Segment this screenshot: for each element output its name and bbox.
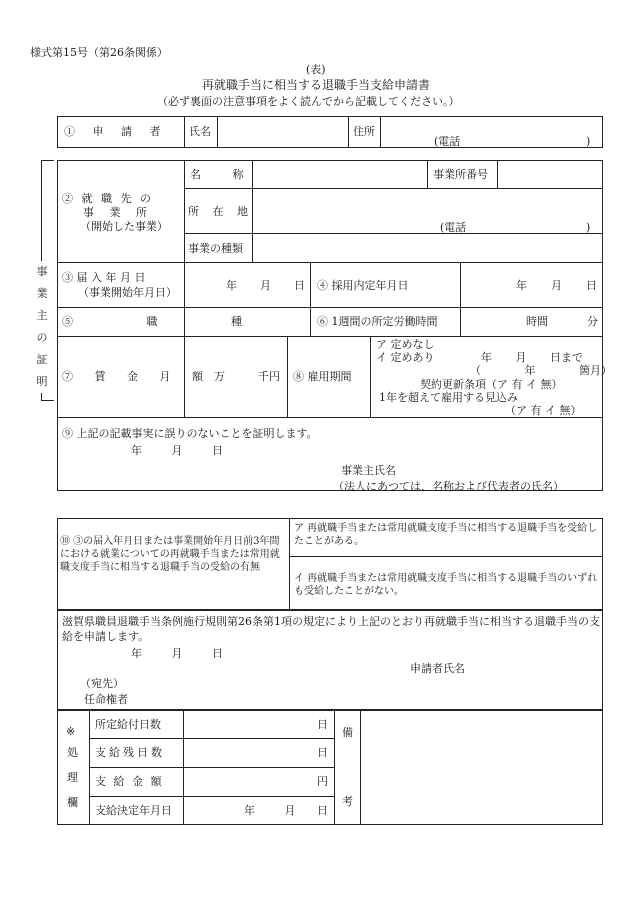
- application-statement: 滋賀県職員退職手当条例施行規則第26条第1項の規定により上記のとおり再就職手当に相当する退職手当の支給を申請します。: [62, 615, 600, 644]
- item4-day: 日: [586, 279, 597, 292]
- item8-label: ⑧ 雇用期間: [293, 370, 352, 383]
- wage-sen: 千円: [258, 370, 280, 383]
- applicant-name-label: 氏名: [189, 125, 211, 138]
- item3-label: ③ 届 入 年 月 日: [62, 271, 146, 284]
- form-side: (表): [306, 63, 326, 76]
- processing-row-unit: 日: [317, 804, 328, 817]
- business-type-field[interactable]: [254, 235, 601, 260]
- item5-label: ⑤ 職 種: [62, 315, 242, 328]
- name-label: 名 称: [190, 168, 244, 181]
- location-label: 所 在 地: [188, 205, 253, 218]
- item2-label-3: （開始した事業）: [80, 220, 168, 233]
- applicant-name-field[interactable]: [219, 118, 346, 146]
- employer-name-field[interactable]: [254, 162, 425, 186]
- business-type-label: 事業の種類: [188, 242, 243, 255]
- processing-row-label: 支給残日数: [95, 746, 165, 759]
- item4-year: 年: [516, 279, 527, 292]
- employer-name-note: （法人にあつては、名称および代表者の氏名）: [333, 480, 564, 493]
- location-phone-label: (電話: [440, 221, 467, 234]
- appointing-authority: 任命権者: [84, 693, 128, 706]
- item3-sub: （事業開始年月日）: [78, 286, 177, 299]
- hours-label: 時間: [526, 315, 548, 328]
- remarks-label-2: 考: [342, 795, 353, 808]
- form-note: （必ず裏面の注意事項をよく読んでから記載してください。）: [157, 95, 460, 108]
- item6-label: ⑥ 1週間の所定労働時間: [317, 315, 438, 328]
- processing-row-label: 所定給付日数: [95, 718, 161, 731]
- applicant-name-sign-label: 申請者氏名: [410, 662, 465, 675]
- renewal-clause: 契約更新条項（ア 有 イ 無）: [420, 378, 563, 391]
- item3-year: 年: [226, 279, 237, 292]
- form-title: 再就職手当に相当する退職手当支給申請書: [202, 78, 431, 92]
- form-number: 様式第15号（第26条関係）: [30, 46, 168, 59]
- item3-month: 月: [260, 279, 271, 292]
- item4-month: 月: [551, 279, 562, 292]
- application-date: 年 月 日: [131, 647, 223, 660]
- item2-label-2: 事 業 所: [83, 206, 147, 219]
- applicant-address-field[interactable]: [382, 118, 601, 134]
- processing-row-unit: 円: [317, 775, 328, 788]
- processing-label-1: 処: [67, 746, 78, 759]
- item10-option-i[interactable]: イ 再就職手当または常用就職支度手当に相当する退職手当のいずれも受給したことがない。: [294, 573, 598, 597]
- item10-option-a[interactable]: ア 再就職手当または常用就職支度手当に相当する退職手当を受給したことがある。: [294, 523, 598, 547]
- processing-label-2: 理: [67, 771, 78, 784]
- processing-row-label: 支給決定年月日: [95, 804, 172, 817]
- processing-label-3: 欄: [67, 796, 78, 809]
- applicant-address-label: 住所: [353, 125, 375, 138]
- minutes-label: 分: [587, 315, 598, 328]
- employer-name-label: 事業主氏名: [341, 464, 396, 477]
- item10-label: ⑩ ③の届入年月日または事業開始年月日前3年間における就業についての再就職手当または常用就職支度手当に相当する退職手当の受給の有無: [60, 536, 280, 573]
- item3-day: 日: [294, 279, 305, 292]
- processing-row-label: 支 給 金 額: [95, 775, 162, 788]
- processing-mark: ※: [66, 725, 76, 738]
- item7-label: ⑦ 賃 金 月 額: [62, 370, 206, 383]
- over-one-year: 1年を超えて雇用する見込み: [379, 391, 518, 404]
- location-field[interactable]: [254, 190, 601, 210]
- processing-row-unit: 日: [317, 746, 328, 759]
- applicant-label: ① 申 請 者: [64, 125, 161, 138]
- over-one-year-choice: （ア 有 イ 無）: [505, 404, 582, 417]
- side-label: 事 業 主 の 証 明: [31, 261, 53, 393]
- wage-man: 万: [214, 370, 225, 383]
- applicant-phone-label: (電話: [434, 135, 461, 148]
- processing-row-unit: 日: [317, 718, 328, 731]
- item9-date: 年 月 日: [131, 444, 223, 457]
- period-a[interactable]: ア 定めなし: [376, 338, 435, 351]
- office-number-label: 事業所番号: [433, 168, 488, 181]
- location-phone-close: ): [586, 221, 591, 234]
- job-type-field[interactable]: [186, 309, 308, 334]
- remarks-label-1: 備: [342, 726, 353, 739]
- period-until: 年 月 日まで: [481, 351, 583, 364]
- office-number-field[interactable]: [499, 162, 601, 186]
- item2-label-1: ② 就 職 先 の: [62, 192, 151, 205]
- period-months: （ 年 箇月）: [470, 364, 612, 377]
- item4-label: ④ 採用内定年月日: [317, 279, 409, 292]
- period-i[interactable]: イ 定めあり: [376, 351, 435, 364]
- applicant-phone-close: ): [586, 135, 591, 148]
- processing-row-ym: 年 月: [244, 804, 296, 817]
- item9-label: ⑨ 上記の記載事実に誤りのないことを証明します。: [62, 427, 318, 440]
- addressee: （宛先）: [80, 677, 124, 690]
